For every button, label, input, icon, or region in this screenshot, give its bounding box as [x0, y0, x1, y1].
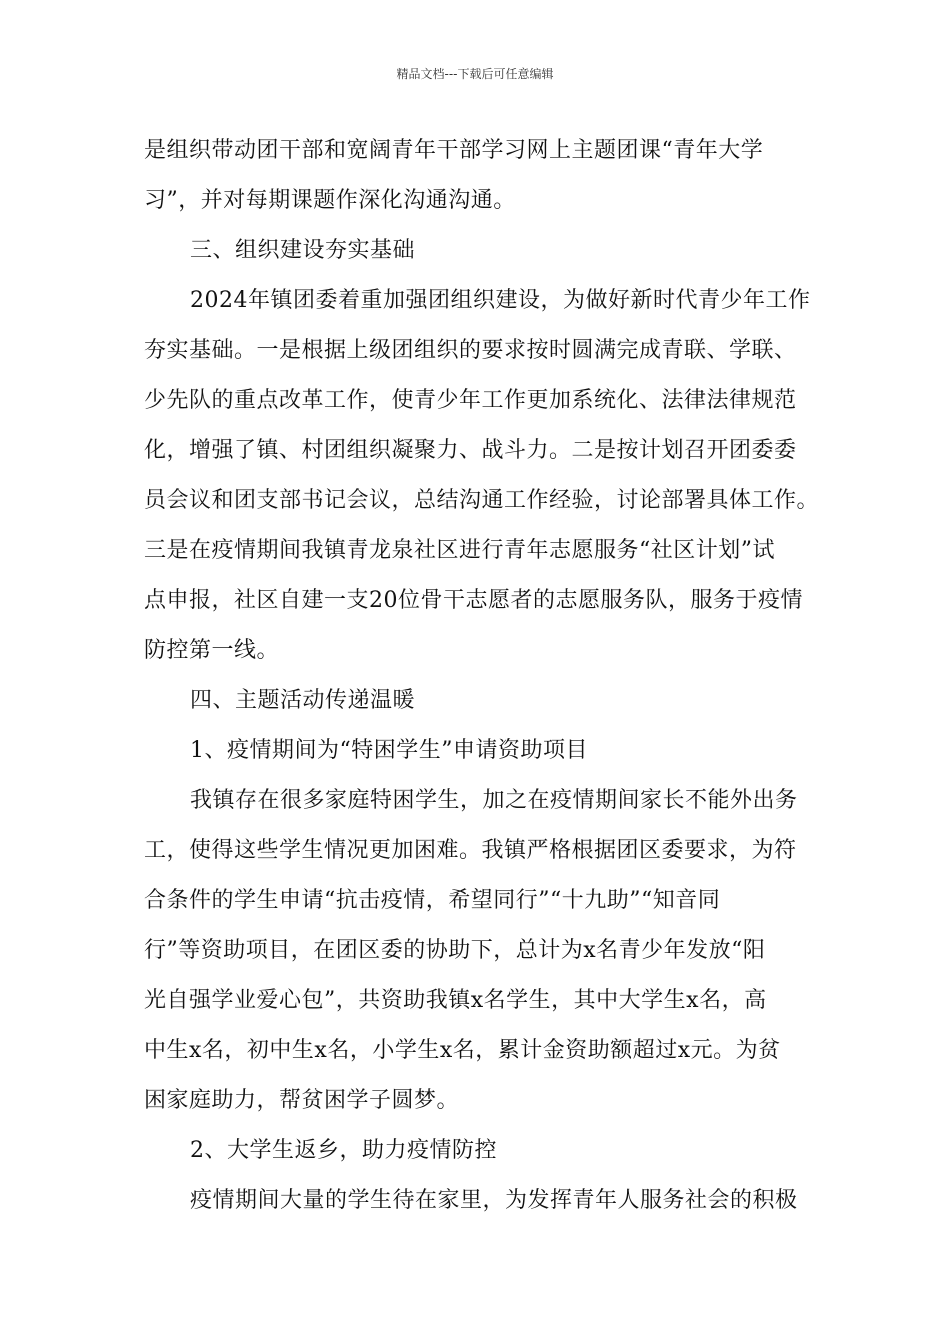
subsection-heading: 1、疫情期间为“特困学生”申请资助项目: [190, 738, 588, 763]
text-line: 防控第一线。: [144, 638, 280, 663]
text-line: 疫情期间大量的学生待在家里，为发挥青年人服务社会的积极: [190, 1188, 798, 1213]
text-line: 2024年镇团委着重加强团组织建设，为做好新时代青少年工作: [190, 288, 811, 313]
text-line: 化，增强了镇、村团组织凝聚力、战斗力。二是按计划召开团委委: [144, 438, 797, 463]
text-line: 困家庭助力，帮贫困学子圆梦。: [144, 1088, 460, 1113]
text-line: 三是在疫情期间我镇青龙泉社区进行青年志愿服务“社区计划”试: [144, 538, 775, 563]
text-line: 光自强学业爱心包”，共资助我镇x名学生，其中大学生x名，高: [144, 988, 767, 1013]
section-heading: 三、组织建设夯实基础: [190, 238, 416, 263]
text-line: 少先队的重点改革工作，使青少年工作更加系统化、法律法律规范: [144, 388, 797, 413]
text-line: 夯实基础。一是根据上级团组织的要求按时圆满完成青联、学联、: [144, 338, 797, 363]
text-line: 是组织带动团干部和宽阔青年干部学习网上主题团课“青年大学: [144, 138, 764, 163]
text-line: 点申报，社区自建一支20位骨干志愿者的志愿服务队，服务于疫情: [144, 588, 803, 613]
subsection-heading: 2、大学生返乡，助力疫情防控: [190, 1138, 497, 1163]
text-line: 行”等资助项目，在团区委的协助下，总计为x名青少年发放“阳: [144, 938, 766, 963]
text-line: 中生x名，初中生x名，小学生x名，累计金资助额超过x元。为贫: [144, 1038, 781, 1063]
text-line: 习”，并对每期课题作深化沟通沟通。: [144, 188, 516, 213]
text-line: 合条件的学生申请“抗击疫情，希望同行”“十九助”“知音同: [144, 888, 721, 913]
text-line: 员会议和团支部书记会议，总结沟通工作经验，讨论部署具体工作。: [144, 488, 820, 513]
text-line: 工，使得这些学生情况更加困难。我镇严格根据团区委要求，为符: [144, 838, 797, 863]
text-line: 我镇存在很多家庭特困学生，加之在疫情期间家长不能外出务: [190, 788, 798, 813]
page-header: 精品文档---下载后可任意编辑: [396, 67, 554, 81]
section-heading: 四、主题活动传递温暖: [190, 688, 416, 713]
